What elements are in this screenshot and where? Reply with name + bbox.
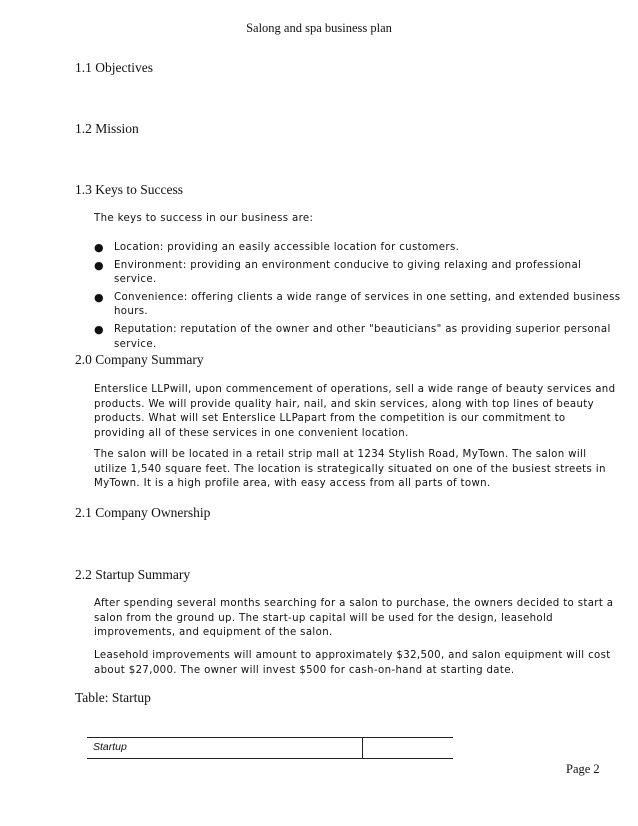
heading-table-startup: Table: Startup (75, 690, 151, 705)
heading-company-ownership: 2.1 Company Ownership (75, 505, 211, 520)
table-header-cell: Startup (93, 741, 127, 753)
heading-keys-to-success: 1.3 Keys to Success (75, 182, 183, 197)
page-number: Page 2 (566, 762, 600, 776)
heading-company-summary: 2.0 Company Summary (75, 352, 204, 367)
startup-summary-paragraph-1: After spending several months searching for a salon to purchase, the owners decided to start a salon from the ground up. The start-up capital will be used for the design, leasehold improvements, and equipment of the salon. (94, 598, 614, 639)
list-item: ● Environment: providing an environment conducive to giving relaxing and professional service. (94, 258, 582, 286)
company-summary-paragraph-1: Enterslice LLPwill, upon commencement of operations, sell a wide range of beauty services and products. We will provide quality hair, nail, and skin services, along with top lines of beauty products. What will set Enterslice LLPapart from the competition is our commitment to providing all of these services in one convenient location. (94, 384, 616, 439)
table-column-divider (362, 738, 363, 758)
heading-objectives: 1.1 Objectives (75, 60, 153, 75)
company-summary-paragraph-2: The salon will be located in a retail strip mall at 1234 Stylish Road, MyTown. The salon will utilize 1,540 square feet. The location is strategically situated on one of the busiest streets in MyTown. It is a high profile area, with easy access from all parts of town. (94, 449, 606, 490)
list-item: ● Location: providing an easily accessible location for customers. (94, 241, 460, 254)
startup-table (87, 737, 453, 759)
list-item: ● Reputation: reputation of the owner and other "beauticians" as providing superior personal service. (94, 322, 611, 350)
keys-intro: The keys to success in our business are: (94, 213, 314, 224)
startup-summary-paragraph-2: Leasehold improvements will amount to approximately $32,500, and salon equipment will cost about $27,000. The owner will invest $500 for cash-on-hand at starting date. (94, 650, 611, 676)
list-item: ● Convenience: offering clients a wide range of services in one setting, and extended business hours. (94, 290, 621, 318)
heading-startup-summary: 2.2 Startup Summary (75, 567, 191, 582)
keys-bullet-list (94, 241, 620, 355)
page-header: Salong and spa business plan (246, 21, 392, 35)
heading-mission: 1.2 Mission (75, 121, 139, 136)
